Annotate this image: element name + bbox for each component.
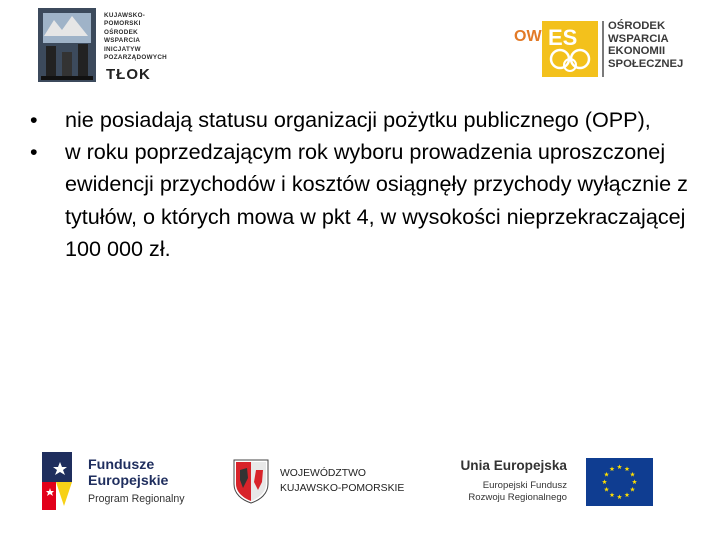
owes-line: OŚRODEK (608, 20, 666, 32)
tlok-line: WSPARCIA (104, 37, 141, 45)
eu-flag-icon (586, 458, 653, 506)
bullet-text: nie posiadają statusu organizacji pożytku publicznego (OPP), (65, 107, 651, 132)
bullet-list (30, 104, 700, 265)
owes-logo (510, 18, 690, 80)
tlok-line: OŚRODEK (104, 28, 138, 36)
tlok-emblem-icon (36, 6, 100, 86)
wojewodztwo-line-1: WOJEWÓDZTWO (280, 468, 366, 479)
unia-line-2: Rozwoju Regionalnego (468, 491, 567, 503)
unia-subtitle (468, 480, 567, 503)
fundusze-subtitle: Program Regionalny (88, 493, 185, 505)
tlok-logo (36, 6, 181, 86)
owes-es-text: ES (548, 25, 578, 50)
fundusze-title-1: Fundusze (88, 457, 155, 473)
wojewodztwo-line-2: KUJAWSKO-POMORSKIE (280, 483, 405, 494)
tlok-line: POZARZĄDOWYCH (104, 54, 168, 62)
tlok-line: POMORSKI (104, 20, 141, 28)
fundusze-stars-icon (42, 448, 80, 510)
bullet-icon: • (30, 107, 38, 132)
wojewodztwo-logo (232, 458, 412, 504)
owes-line: EKONOMII (608, 45, 666, 58)
owes-divider (602, 21, 604, 77)
wojewodztwo-text (280, 466, 404, 496)
owes-line: SPOŁECZNEJ (608, 57, 684, 70)
owes-text-lines (608, 20, 683, 70)
bullet-item (30, 136, 700, 265)
bullet-item (30, 104, 700, 136)
tlok-line: KUJAWSKO- (104, 12, 146, 19)
tlok-name: TŁOK (106, 66, 151, 83)
unia-title: Unia Europejska (460, 458, 567, 473)
unia-europejska-logo (448, 458, 653, 508)
fundusze-text (88, 457, 185, 506)
tlok-text-lines (104, 12, 167, 62)
fundusze-title-2: Europejskie (88, 473, 169, 489)
tlok-line: INICJATYW (104, 45, 141, 53)
owes-emblem-icon (542, 21, 598, 77)
fundusze-europejskie-logo (42, 448, 202, 510)
bullet-text: w roku poprzedzającym rok wyboru prowadzenia uproszczonej ewidencji przychodów i kosztów osiągnęły przychody wyłącznie z tytułów, o których mowa w pkt 4, w wysokości nieprzekraczającej 100 000 zł. (65, 139, 688, 261)
owes-ow-text: OW (514, 28, 542, 45)
voivodeship-crest-icon (232, 458, 270, 504)
bullet-icon: • (30, 139, 38, 165)
owes-line: WSPARCIA (608, 32, 669, 45)
unia-line-1: Europejski Fundusz (482, 480, 567, 491)
